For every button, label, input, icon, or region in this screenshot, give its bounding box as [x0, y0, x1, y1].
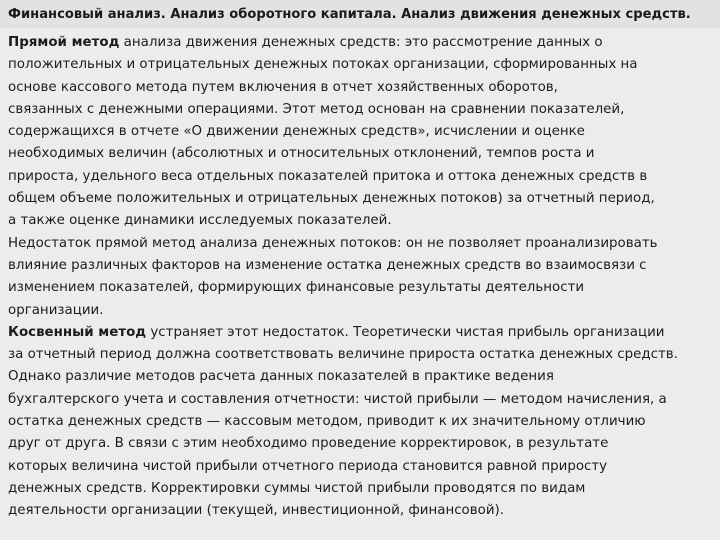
- indirect-method-line: которых величина чистой прибыли отчетного периода становится равной приросту: [8, 458, 608, 474]
- indirect-method-line: за отчетный период должна соответствовать величине прироста остатка денежных средств.: [8, 347, 678, 363]
- indirect-method-line: деятельности организации (текущей, инвестиционной, финансовой).: [8, 503, 505, 519]
- drawback-line: Недостаток прямой метод анализа денежных потоков: он не позволяет проанализировать: [8, 235, 658, 251]
- drawback-line: изменением показателей, формирующих финансовые результаты деятельности: [8, 280, 585, 296]
- indirect-method-term: Косвенный метод: [8, 324, 147, 340]
- drawback-line: организации.: [8, 302, 104, 318]
- indirect-method-line: денежных средств. Корректировки суммы чистой прибыли проводятся по видам: [8, 480, 586, 496]
- direct-method-line: а также оценке динамики исследуемых показателей.: [8, 213, 392, 229]
- indirect-method-line: Однако различие методов расчета данных показателей в практике ведения: [8, 369, 554, 385]
- indirect-method-line: бухгалтерского учета и составления отчетности: чистой прибыли — методом начисления, а: [8, 391, 667, 407]
- drawback-line: влияние различных факторов на изменение остатка денежных средств во взаимосвязи с: [8, 257, 647, 273]
- direct-method-line: основе кассового метода путем включения в отчет хозяйственных оборотов,: [8, 79, 558, 95]
- direct-method-line: анализа движения денежных средств: это рассмотрение данных о: [119, 35, 603, 50]
- text-line: [8, 32, 714, 54]
- indirect-method-line: друг от друга. В связи с этим необходимо проведение корректировок, в результате: [8, 436, 609, 452]
- slide-title: Финансовый анализ. Анализ оборотного капитала. Анализ движения денежных средств.: [8, 7, 691, 22]
- direct-method-line: положительных и отрицательных денежных потоках организации, сформированных на: [8, 57, 638, 73]
- indirect-method-line: остатка денежных средств — кассовым методом, приводит к их значительному отличию: [8, 414, 646, 430]
- direct-method-line: прироста, удельного веса отдельных показателей притока и оттока денежных средств в: [8, 168, 648, 184]
- direct-method-line: общем объеме положительных и отрицательных денежных потоков) за отчетный период,: [8, 191, 655, 207]
- indirect-method-line: устраняет этот недостаток. Теоретически чистая прибыль организации: [146, 324, 665, 340]
- body-text: [8, 32, 714, 523]
- text-line: [8, 322, 714, 344]
- direct-method-line: содержащихся в отчете «О движении денежных средств», исчислении и оценке: [8, 124, 585, 140]
- direct-method-line: необходимых величин (абсолютных и относительных отклонений, темпов роста и: [8, 146, 595, 162]
- direct-method-term: Прямой метод: [8, 35, 120, 50]
- direct-method-line: связанных с денежными операциями. Этот метод основан на сравнении показателей,: [8, 101, 625, 117]
